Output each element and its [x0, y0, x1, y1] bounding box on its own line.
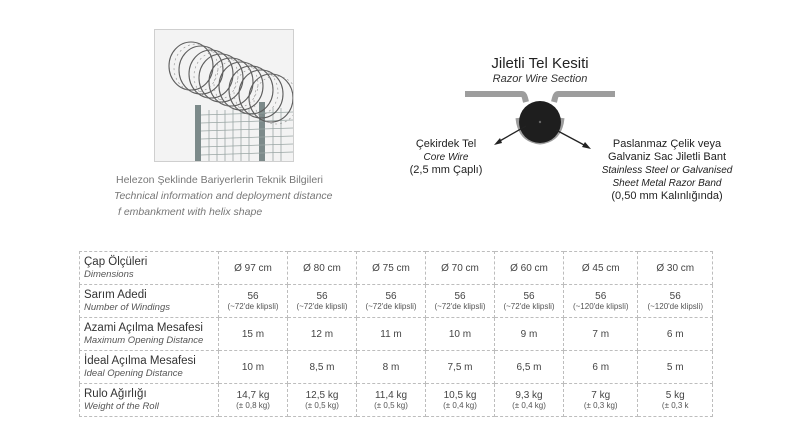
cell-value: 7,5 m	[447, 361, 473, 373]
cell-value: Ø 60 cm	[510, 262, 548, 274]
section-heading	[440, 55, 640, 85]
table-cell	[426, 285, 495, 318]
table-cell	[495, 318, 564, 351]
cell-subvalue: (~72'de klipsli)	[434, 301, 486, 311]
row-label-turkish: Çap Ölçüleri	[84, 255, 148, 268]
table-cell	[219, 252, 288, 285]
cell-value: 9,3 kg	[515, 389, 543, 401]
cell-value: Ø 30 cm	[656, 262, 695, 274]
cell-value: 10 m	[241, 361, 265, 373]
cell-value: 10,5 kg	[443, 389, 477, 401]
table-cell	[638, 252, 713, 285]
table-row	[80, 252, 713, 285]
cell-subvalue: (± 0,4 kg)	[512, 400, 546, 410]
cell-subvalue: (± 0,3 kg)	[583, 400, 618, 410]
cell-value: 12 m	[310, 328, 334, 340]
row-label-cell	[80, 351, 219, 384]
cell-value: 56	[385, 290, 397, 302]
cell-subvalue: (± 0,5 kg)	[305, 400, 339, 410]
row-label-cell	[80, 318, 219, 351]
row-label-english: Number of Windings	[84, 301, 170, 313]
cell-value: 8,5 m	[309, 361, 335, 373]
cell-subvalue: (~120'de klipsli)	[647, 301, 704, 311]
cell-value: 5 m	[666, 361, 684, 373]
table-cell	[495, 252, 564, 285]
cell-subvalue: (~120'de klipsli)	[572, 301, 629, 311]
table-cell	[219, 384, 288, 417]
cell-subvalue: (± 0,4 kg)	[443, 400, 477, 410]
cell-value: 6 m	[666, 328, 684, 340]
table-row	[80, 384, 713, 417]
table-cell	[288, 318, 357, 351]
cell-value: 56	[669, 290, 681, 302]
cell-value: 6,5 m	[516, 361, 542, 373]
table-cell	[426, 351, 495, 384]
cell-value: 11 m	[380, 328, 402, 340]
section-subtitle: Razor Wire Section	[492, 73, 588, 85]
cell-value: 6 m	[592, 361, 610, 373]
row-label-turkish: Rulo Ağırlığı	[84, 387, 147, 400]
cell-value: Ø 45 cm	[581, 262, 620, 274]
table-cell	[219, 351, 288, 384]
razor-band-label	[582, 138, 752, 203]
caption-english-line-2: f embankment with helix shape	[118, 206, 263, 218]
cell-value: 56	[316, 290, 328, 302]
row-label-english: Weight of the Roll	[84, 400, 159, 412]
table-cell	[357, 252, 426, 285]
table-cell	[357, 285, 426, 318]
core-wire-label-turkish: Çekirdek Tel	[415, 138, 477, 150]
core-wire-spec: (2,5 mm Çaplı)	[409, 164, 483, 176]
cell-value: 7 m	[592, 328, 610, 340]
cell-value: 15 m	[241, 328, 265, 340]
razor-band-label-turkish-1: Paslanmaz Çelik veya	[612, 138, 722, 150]
table-cell	[288, 252, 357, 285]
cell-value: 5 kg	[665, 389, 685, 401]
table-row	[80, 285, 713, 318]
razor-band-label-turkish-2: Galvaniz Sac Jiletli Bant	[608, 151, 726, 163]
cell-value: Ø 80 cm	[303, 262, 341, 274]
caption-turkish: Helezon Şeklinde Bariyerlerin Teknik Bilgileri	[116, 174, 323, 186]
cell-value: 12,5 kg	[305, 389, 339, 401]
razor-wire-photo	[154, 29, 294, 162]
table-cell	[564, 252, 638, 285]
table-cell	[564, 384, 638, 417]
row-label-english: Maximum Opening Distance	[84, 334, 204, 346]
cell-value: 56	[454, 290, 466, 302]
row-label-english: Ideal Opening Distance	[84, 367, 183, 379]
image-caption	[114, 172, 374, 220]
cell-value: 56	[523, 290, 535, 302]
table-cell	[495, 285, 564, 318]
cell-value: 8 m	[382, 361, 400, 373]
table-cell	[357, 351, 426, 384]
table-cell	[564, 351, 638, 384]
table-cell	[638, 351, 713, 384]
cell-subvalue: (± 0,5 kg)	[374, 400, 408, 410]
table-cell	[564, 318, 638, 351]
caption-english-line-1: Technical information and deployment distance	[114, 190, 333, 202]
cell-value: Ø 75 cm	[372, 262, 410, 274]
cell-value: 9 m	[520, 328, 538, 340]
table-cell	[426, 252, 495, 285]
cell-value: 7 kg	[591, 389, 611, 401]
table-cell	[288, 384, 357, 417]
table-cell	[357, 318, 426, 351]
table-cell	[219, 285, 288, 318]
cell-value: 56	[247, 290, 259, 302]
section-title: Jiletli Tel Kesiti	[491, 55, 589, 72]
razor-band-spec: (0,50 mm Kalınlığında)	[611, 190, 723, 202]
row-label-english: Dimensions	[84, 268, 134, 280]
table-cell	[638, 285, 713, 318]
cell-value: Ø 97 cm	[234, 262, 272, 274]
table-cell	[426, 384, 495, 417]
core-wire-label-english: Core Wire	[423, 152, 469, 163]
razor-band-label-english-1: Stainless Steel or Galvanised	[601, 165, 733, 176]
table-cell	[426, 318, 495, 351]
row-label-cell	[80, 285, 219, 318]
table-cell	[638, 384, 713, 417]
cell-value: Ø 70 cm	[441, 262, 479, 274]
row-label-turkish: Azami Açılma Mesafesi	[84, 321, 203, 334]
cell-subvalue: (~72'de klipsli)	[365, 301, 417, 311]
cell-subvalue: (± 0,3 k	[661, 400, 689, 410]
table-cell	[288, 285, 357, 318]
cell-subvalue: (~72'de klipsli)	[503, 301, 555, 311]
row-label-cell	[80, 384, 219, 417]
cell-value: 11,4 kg	[374, 389, 408, 401]
cell-value: 10 m	[448, 328, 472, 340]
row-label-turkish: Sarım Adedi	[84, 288, 147, 301]
table-cell	[357, 384, 426, 417]
cell-subvalue: (~72'de klipsli)	[296, 301, 348, 311]
cell-subvalue: (~72'de klipsli)	[227, 301, 279, 311]
table-cell	[564, 285, 638, 318]
cell-value: 14,7 kg	[236, 389, 270, 401]
table-row	[80, 318, 713, 351]
table-cell	[495, 351, 564, 384]
row-label-cell	[80, 252, 219, 285]
core-wire-label	[396, 138, 496, 177]
specifications-table	[79, 251, 713, 417]
specifications-table-body	[80, 252, 713, 417]
razor-wire-fence-illustration	[155, 30, 293, 161]
table-cell	[638, 318, 713, 351]
row-label-turkish: İdeal Açılma Mesafesi	[84, 354, 196, 367]
table-cell	[495, 384, 564, 417]
razor-band-label-english-2: Sheet Metal Razor Band	[612, 178, 722, 189]
table-row	[80, 351, 713, 384]
table-cell	[219, 318, 288, 351]
table-cell	[288, 351, 357, 384]
cell-value: 56	[595, 290, 607, 302]
cell-subvalue: (± 0,8 kg)	[236, 400, 270, 410]
